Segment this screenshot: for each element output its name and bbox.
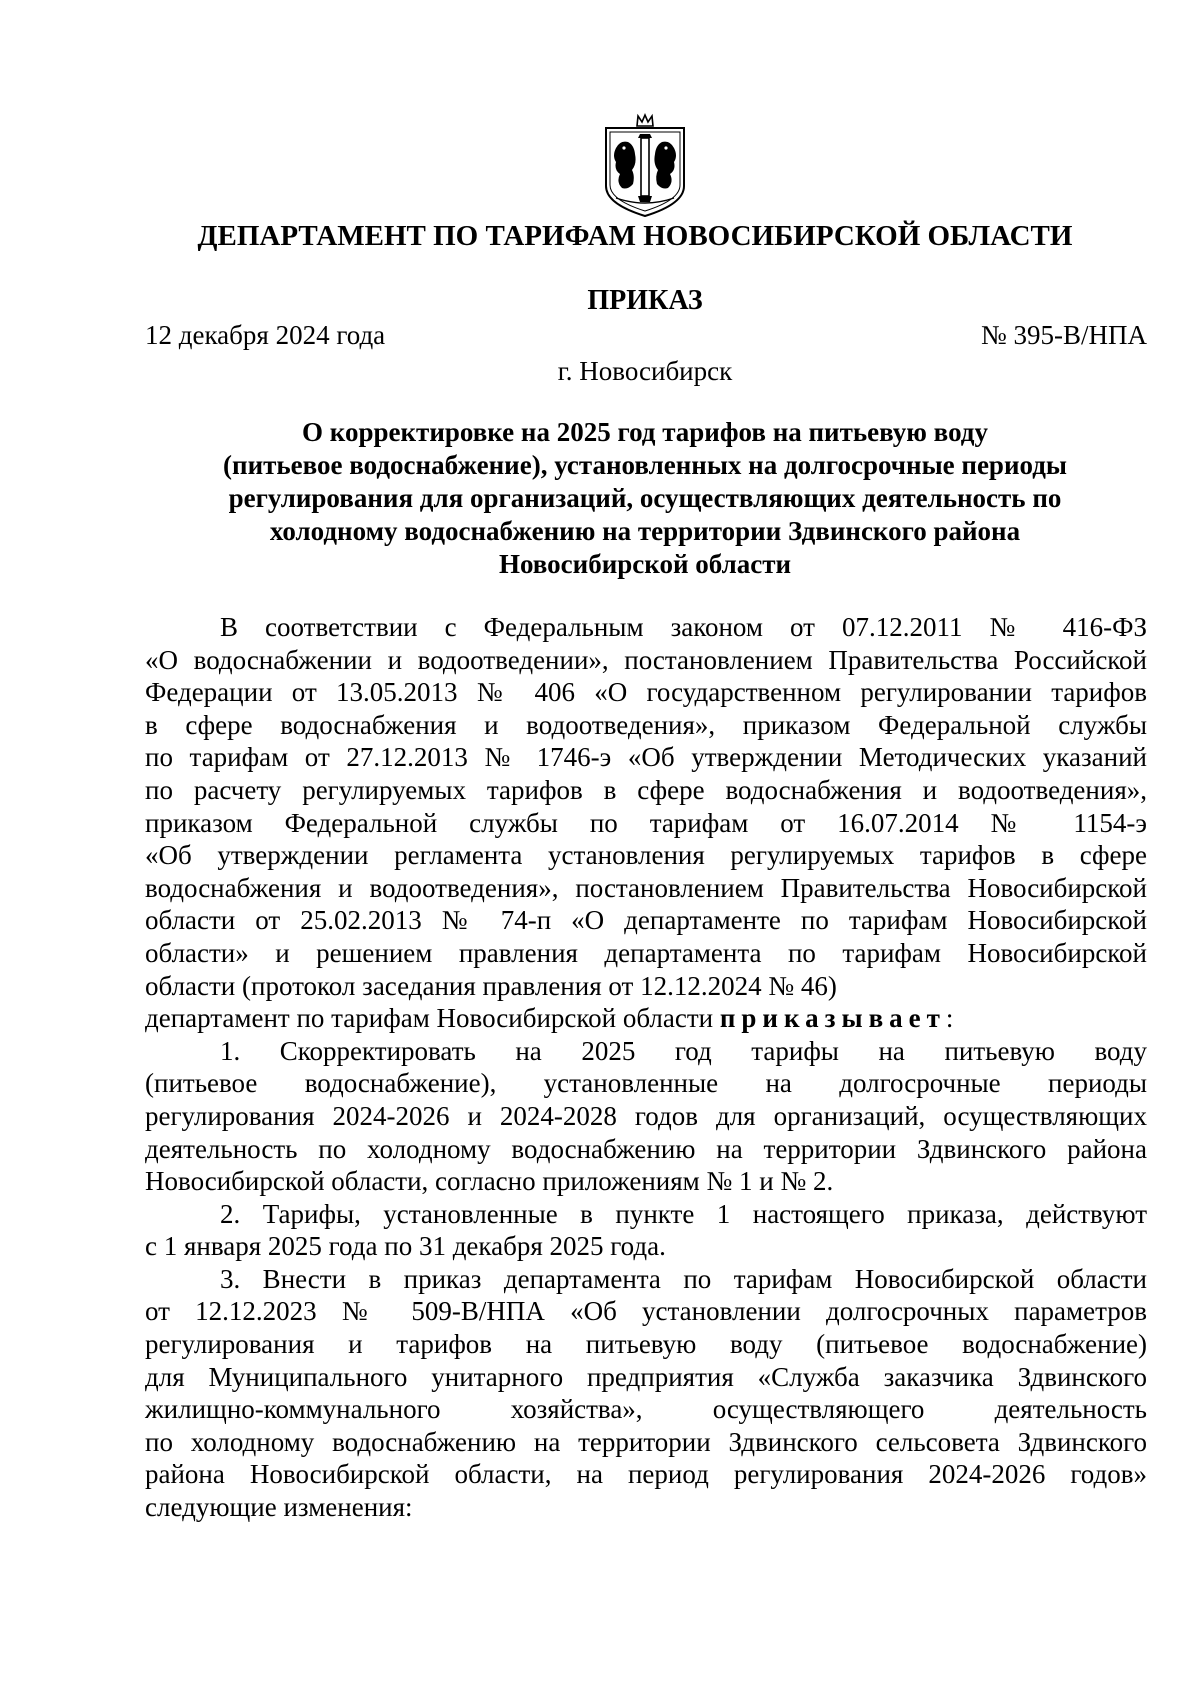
document-title <box>145 416 1145 581</box>
item-line: от 12.12.2023 № 509-В/НПА «Об установлении долгосрочных параметров <box>145 1296 1147 1327</box>
document-date: 12 декабря 2024 года <box>145 320 386 350</box>
item-line: 3. Внести в приказ департамента по тарифам Новосибирской области <box>220 1263 1147 1294</box>
orders-emphasis: приказывает <box>719 1003 946 1034</box>
orders-suffix: : <box>945 1003 954 1034</box>
document-body <box>145 611 1147 1524</box>
item-line: следующие изменения: <box>145 1492 413 1523</box>
document-type: ПРИКАЗ <box>587 285 703 316</box>
item-line: по холодному водоснабжению на территории Здвинского сельсовета Здвинского <box>145 1426 1147 1457</box>
item-line: 1. Скорректировать на 2025 год тарифы на питьевую воду <box>220 1035 1147 1066</box>
title-line: О корректировке на 2025 год тарифов на питьевую воду <box>302 417 988 447</box>
body-line: водоснабжения и водоотведения», постановлением Правительства Новосибирской <box>145 872 1147 903</box>
item-line: района Новосибирской области, на период регулирования 2024-2026 годов» <box>145 1459 1147 1490</box>
title-line: регулирования для организаций, осуществляющих деятельность по <box>228 483 1062 513</box>
body-line: «О водоснабжении и водоотведении», постановлением Правительства Российской <box>145 644 1147 675</box>
body-line: В соответствии с Федеральным законом от 07.12.2011 № 416-ФЗ <box>220 612 1147 642</box>
item-line: 2. Тарифы, установленные в пункте 1 настоящего приказа, действуют <box>220 1198 1147 1229</box>
document-city: г. Новосибирск <box>557 356 733 386</box>
body-line: в сфере водоснабжения и водоотведения», приказом Федеральной службы <box>145 709 1147 740</box>
body-line: по расчету регулируемых тарифов в сфере водоснабжения и водоотведения», <box>145 774 1147 805</box>
item-line: регулирования 2024-2026 и 2024-2028 годов для организаций, осуществляющих <box>145 1100 1147 1131</box>
body-line: области от 25.02.2013 № 74-п «О департаменте по тарифам Новосибирской <box>145 905 1147 936</box>
body-line: Федерации от 13.05.2013 № 406 «О государственном регулировании тарифов <box>145 677 1147 708</box>
orders-line <box>145 1002 1147 1035</box>
body-line: области» и решением правления департамента по тарифам Новосибирской <box>145 937 1147 968</box>
item-line: с 1 января 2025 года по 31 декабря 2025 года. <box>145 1231 666 1262</box>
item-line: регулирования и тарифов на питьевую воду (питьевое водоснабжение) <box>145 1329 1147 1360</box>
body-line: по тарифам от 27.12.2013 № 1746-э «Об утверждении Методических указаний <box>145 742 1147 773</box>
item-line: деятельность по холодному водоснабжению на территории Здвинского района <box>145 1133 1147 1164</box>
title-line: холодному водоснабжению на территории Здвинского района <box>269 516 1021 546</box>
orders-prefix: департамент по тарифам Новосибирской области <box>145 1003 714 1034</box>
item-line: жилищно-коммунального хозяйства», осуществляющего деятельность <box>145 1394 1147 1425</box>
body-line: приказом Федеральной службы по тарифам от 16.07.2014 № 1154-э <box>145 807 1147 838</box>
item-line: для Муниципального унитарного предприятия «Служба заказчика Здвинского <box>145 1361 1147 1392</box>
body-line: «Об утверждении регламента установления регулируемых тарифов в сфере <box>145 840 1147 871</box>
document-number: № 395-В/НПА <box>980 320 1147 350</box>
coat-of-arms-emblem <box>600 112 690 220</box>
item-line: (питьевое водоснабжение), установленные на долгосрочные периоды <box>145 1068 1147 1099</box>
title-line: Новосибирской области <box>498 549 792 579</box>
department-name: ДЕПАРТАМЕНТ ПО ТАРИФАМ НОВОСИБИРСКОЙ ОБЛАСТИ <box>197 220 1073 252</box>
item-line: Новосибирской области, согласно приложениям № 1 и № 2. <box>145 1166 834 1197</box>
title-line: (питьевое водоснабжение), установленных на долгосрочные периоды <box>223 450 1067 480</box>
body-line: области (протокол заседания правления от 12.12.2024 № 46) <box>145 970 837 1001</box>
